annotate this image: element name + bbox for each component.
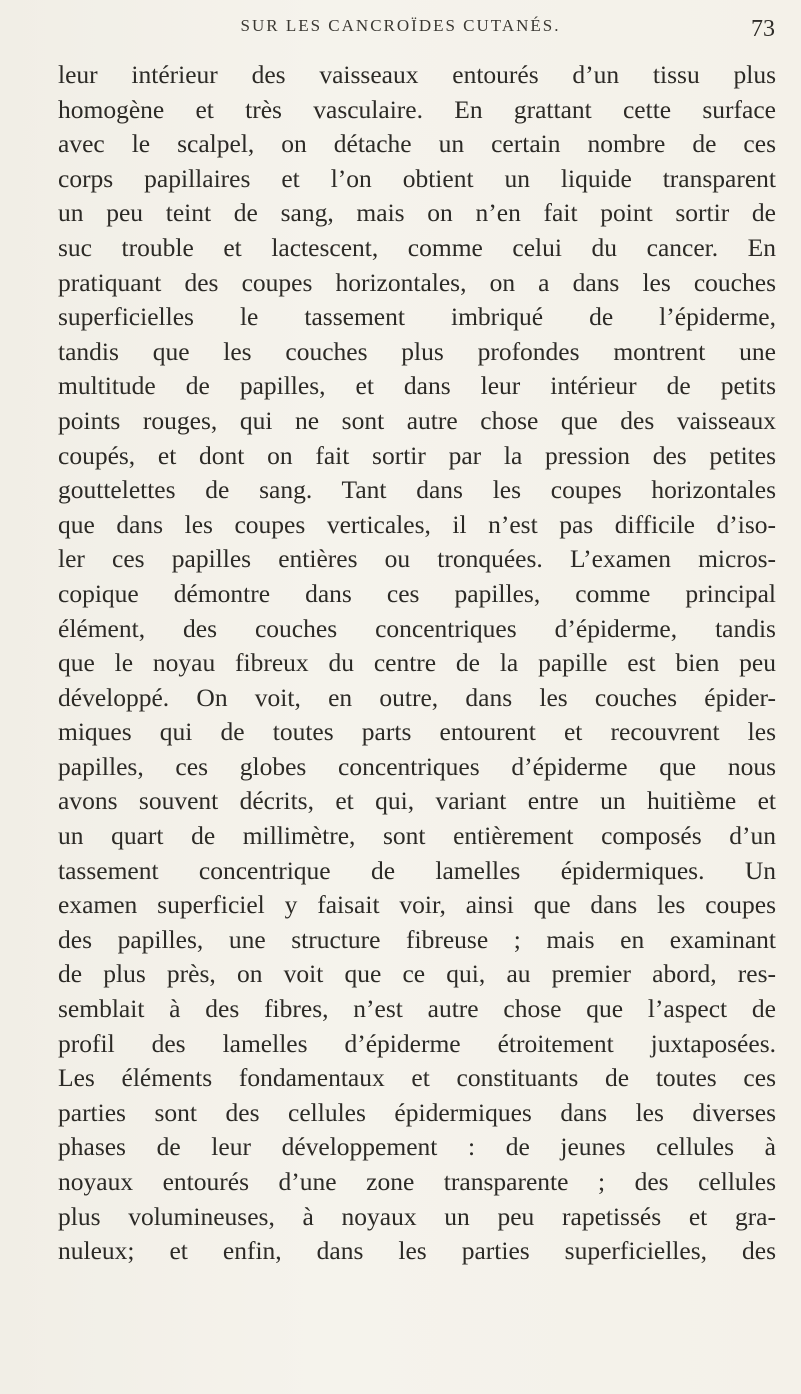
- text-line: papilles, ces globes concentriques d’épiderme que nous: [58, 751, 776, 781]
- text-line: un quart de millimètre, sont entièrement composés d’un: [58, 821, 776, 851]
- text-line: ler ces papilles entières ou tronquées. L’examen micros-: [58, 544, 776, 574]
- text-line: tassement concentrique de lamelles épidermiques. Un: [58, 855, 776, 885]
- page-number: 73: [751, 16, 775, 42]
- text-line: développé. On voit, en outre, dans les couches épider-: [58, 682, 776, 712]
- text-line: points rouges, qui ne sont autre chose que des vaisseaux: [58, 405, 776, 435]
- text-line: suc trouble et lactescent, comme celui du cancer. En: [58, 232, 776, 262]
- text-line: leur intérieur des vaisseaux entourés d’un tissu plus: [58, 60, 776, 89]
- text-line: que dans les coupes verticales, il n’est pas difficile d’iso-: [58, 509, 776, 539]
- text-line: profil des lamelles d’épiderme étroitement juxtaposées.: [58, 1028, 776, 1058]
- text-line: noyaux entourés d’une zone transparente ; des cellules: [58, 1167, 776, 1196]
- text-line: un peu teint de sang, mais on n’en fait point sortir de: [58, 198, 776, 228]
- text-line: gouttelettes de sang. Tant dans les coupes horizontales: [58, 475, 776, 505]
- text-line: des papilles, une structure fibreuse ; mais en examinant: [58, 924, 776, 954]
- text-line: tandis que les couches plus profondes montrent une: [58, 336, 776, 366]
- text-line: superficielles le tassement imbriqué de l’épiderme,: [58, 302, 776, 332]
- text-line: homogène et très vasculaire. En grattant cette surface: [58, 94, 776, 124]
- running-title: SUR LES CANCROÏDES CUTANÉS.: [240, 16, 561, 35]
- text-line: examen superficiel y faisait voir, ainsi que dans les coupes: [58, 890, 776, 920]
- text-line: pratiquant des coupes horizontales, on a dans les couches: [58, 267, 776, 297]
- body-text: [58, 58, 776, 1269]
- text-line: phases de leur développement : de jeunes cellules à: [58, 1132, 776, 1162]
- text-line: nuleux; et enfin, dans les parties superficielles, des: [58, 1236, 776, 1266]
- text-line: que le noyau fibreux du centre de la papille est bien peu: [58, 648, 776, 678]
- text-line: multitude de papilles, et dans leur intérieur de petits: [58, 371, 776, 401]
- text-line: miques qui de toutes parts entourent et recouvrent les: [58, 717, 776, 747]
- text-line: corps papillaires et l’on obtient un liquide transparent: [58, 163, 776, 193]
- text-line: élément, des couches concentriques d’épiderme, tandis: [58, 613, 776, 643]
- text-line: copique démontre dans ces papilles, comme principal: [58, 578, 776, 608]
- text-line: avec le scalpel, on détache un certain nombre de ces: [58, 129, 776, 159]
- text-line: plus volumineuses, à noyaux un peu rapetissés et gra-: [58, 1201, 776, 1231]
- text-line: de plus près, on voit que ce qui, au premier abord, res-: [58, 959, 776, 989]
- text-line: Les éléments fondamentaux et constituants de toutes ces: [58, 1063, 776, 1093]
- text-line: coupés, et dont on fait sortir par la pression des petites: [58, 440, 776, 470]
- running-header: [0, 16, 801, 56]
- text-line: avons souvent décrits, et qui, variant entre un huitième et: [58, 786, 776, 816]
- text-line: parties sont des cellules épidermiques dans les diverses: [58, 1097, 776, 1127]
- text-line: semblait à des fibres, n’est autre chose que l’aspect de: [58, 994, 776, 1024]
